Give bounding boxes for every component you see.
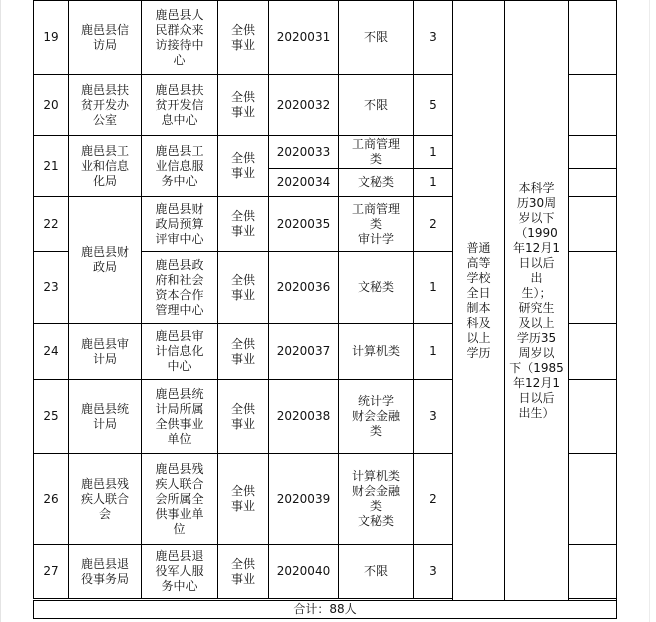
department-name: 鹿邑县残 疾人联合 会所属全 供事业单 位 — [142, 454, 218, 545]
hire-count: 3 — [414, 545, 453, 599]
major-requirement: 文秘类 — [339, 252, 414, 324]
unit-name: 鹿邑县信 访局 — [69, 1, 142, 75]
unit-name: 鹿邑县扶 贫开发办 公室 — [69, 75, 142, 136]
row-number: 24 — [34, 324, 69, 380]
funding-type: 全供 事业 — [218, 454, 269, 545]
hire-count: 1 — [414, 169, 453, 197]
hire-count: 1 — [414, 136, 453, 169]
unit-name: 鹿邑县残 疾人联合 会 — [69, 454, 142, 545]
row-number: 23 — [34, 252, 69, 324]
age-requirement: 本科学 历30周 岁以下 （1990 年12月1 日以后 出 生）； 研究生 及以上 学历35 周岁以 下（1985 年12月1 日以后 出生） — [505, 1, 569, 601]
department-name: 鹿邑县财 政局预算 评审中心 — [142, 197, 218, 252]
row-number: 25 — [34, 380, 69, 454]
position-code: 2020035 — [269, 197, 339, 252]
hire-count: 3 — [414, 1, 453, 75]
major-requirement: 工商管理 类 — [339, 136, 414, 169]
funding-type: 全供 事业 — [218, 252, 269, 324]
hire-count: 3 — [414, 380, 453, 454]
hire-count: 5 — [414, 75, 453, 136]
position-code: 2020031 — [269, 1, 339, 75]
row-number: 22 — [34, 197, 69, 252]
remarks-cell — [569, 169, 617, 197]
major-requirement: 工商管理 类 审计学 — [339, 197, 414, 252]
funding-type: 全供 事业 — [218, 75, 269, 136]
row-number: 20 — [34, 75, 69, 136]
position-code: 2020039 — [269, 454, 339, 545]
unit-name: 鹿邑县审 计局 — [69, 324, 142, 380]
page-edge-left — [0, 0, 1, 622]
major-requirement: 不限 — [339, 1, 414, 75]
page-edge-right — [649, 0, 656, 622]
remarks-cell — [569, 252, 617, 324]
total-count: 合计：88人 — [34, 601, 617, 619]
remarks-cell — [569, 380, 617, 454]
funding-type: 全供 事业 — [218, 136, 269, 197]
recruitment-table — [33, 0, 617, 619]
position-code: 2020038 — [269, 380, 339, 454]
department-name: 鹿邑县工 业信息服 务中心 — [142, 136, 218, 197]
position-code: 2020032 — [269, 75, 339, 136]
row-number: 19 — [34, 1, 69, 75]
department-name: 鹿邑县扶 贫开发信 息中心 — [142, 75, 218, 136]
major-requirement: 计算机类 — [339, 324, 414, 380]
remarks-cell — [569, 545, 617, 599]
major-requirement: 计算机类 财会金融 类 文秘类 — [339, 454, 414, 545]
position-code: 2020033 — [269, 136, 339, 169]
unit-name: 鹿邑县工 业和信息 化局 — [69, 136, 142, 197]
unit-name: 鹿邑县统 计局 — [69, 380, 142, 454]
row-number: 26 — [34, 454, 69, 545]
major-requirement: 文秘类 — [339, 169, 414, 197]
department-name: 鹿邑县政 府和社会 资本合作 管理中心 — [142, 252, 218, 324]
position-code: 2020040 — [269, 545, 339, 599]
table-row — [34, 1, 617, 75]
major-requirement: 不限 — [339, 75, 414, 136]
position-code: 2020036 — [269, 252, 339, 324]
department-name: 鹿邑县退 役军人服 务中心 — [142, 545, 218, 599]
position-code: 2020037 — [269, 324, 339, 380]
funding-type: 全供 事业 — [218, 1, 269, 75]
major-requirement: 统计学 财会金融 类 — [339, 380, 414, 454]
department-name: 鹿邑县审 计信息化 中心 — [142, 324, 218, 380]
row-number: 27 — [34, 545, 69, 599]
unit-name: 鹿邑县退 役事务局 — [69, 545, 142, 599]
unit-name: 鹿邑县财 政局 — [69, 197, 142, 324]
education-requirement: 普通 高等 学校 全日 制本 科及 以上 学历 — [453, 1, 505, 601]
department-name: 鹿邑县统 计局所属 全供事业 单位 — [142, 380, 218, 454]
remarks-cell — [569, 197, 617, 252]
row-number: 21 — [34, 136, 69, 197]
position-code: 2020034 — [269, 169, 339, 197]
remarks-cell — [569, 454, 617, 545]
funding-type: 全供 事业 — [218, 380, 269, 454]
remarks-cell — [569, 75, 617, 136]
total-row — [34, 601, 617, 619]
hire-count: 2 — [414, 197, 453, 252]
hire-count: 2 — [414, 454, 453, 545]
funding-type: 全供 事业 — [218, 545, 269, 599]
funding-type: 全供 事业 — [218, 324, 269, 380]
remarks-cell — [569, 1, 617, 75]
remarks-cell — [569, 324, 617, 380]
hire-count: 1 — [414, 324, 453, 380]
remarks-cell — [569, 136, 617, 169]
funding-type: 全供 事业 — [218, 197, 269, 252]
hire-count: 1 — [414, 252, 453, 324]
major-requirement: 不限 — [339, 545, 414, 599]
department-name: 鹿邑县人 民群众来 访接待中 心 — [142, 1, 218, 75]
